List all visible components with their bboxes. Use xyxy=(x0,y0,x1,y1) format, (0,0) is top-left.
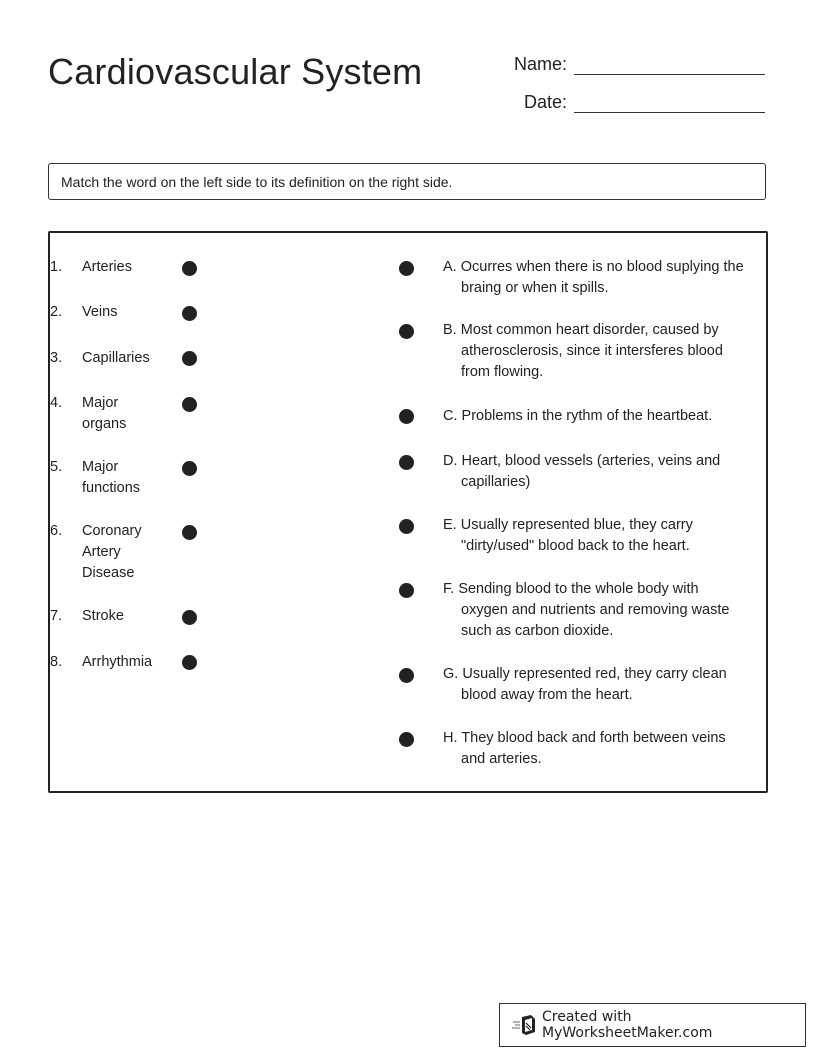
definition-match-dot[interactable] xyxy=(399,324,414,339)
definition-item: D. Heart, blood vessels (arteries, veins and capillaries) xyxy=(443,453,721,490)
definition-match-dot[interactable] xyxy=(399,732,414,747)
term-text: Coronary Artery Disease xyxy=(82,523,142,581)
term-item: 6. Coronary Artery Disease xyxy=(50,523,142,581)
definition-text: Problems in the rythm of the heartbeat. xyxy=(461,408,713,424)
definition-item: H. They blood back and forth between veins and arteries. xyxy=(443,730,726,767)
definition-match-dot[interactable] xyxy=(399,455,414,470)
page-title: Cardiovascular System xyxy=(48,51,423,92)
definition-item: G. Usually represented red, they carry clean blood away from the heart. xyxy=(443,666,727,703)
name-field xyxy=(514,52,765,75)
term-text: Capillaries xyxy=(82,350,150,366)
definition-text: Ocurres when there is no blood suplying the braing or when it spills. xyxy=(460,259,744,296)
term-match-dot[interactable] xyxy=(182,351,197,366)
term-match-dot[interactable] xyxy=(182,261,197,276)
name-blank-line xyxy=(574,52,765,75)
created-with-badge[interactable] xyxy=(499,1003,806,1047)
definition-item: C. Problems in the rythm of the heartbeat. xyxy=(443,408,713,424)
definition-text: Most common heart disorder, caused by atherosclerosis, since it intersferes blood from flowing. xyxy=(460,322,723,380)
definition-text: Usually represented red, they carry clean blood away from the heart. xyxy=(461,666,727,703)
definition-text: Sending blood to the whole body with oxygen and nutrients and removing waste such as carbon dioxide. xyxy=(458,581,730,639)
name-label: Name: xyxy=(514,54,568,74)
term-match-dot[interactable] xyxy=(182,610,197,625)
definition-item: E. Usually represented blue, they carry "dirty/used" blood back to the heart. xyxy=(443,517,693,554)
term-item: 3. Capillaries xyxy=(50,350,150,366)
term-match-dot[interactable] xyxy=(182,306,197,321)
instructions-box: Match the word on the left side to its definition on the right side. xyxy=(48,163,766,200)
definition-text: Heart, blood vessels (arteries, veins and capillaries) xyxy=(461,453,721,490)
term-match-dot[interactable] xyxy=(182,461,197,476)
term-match-dot[interactable] xyxy=(182,525,197,540)
definition-match-dot[interactable] xyxy=(399,409,414,424)
created-with-text: Created with MyWorksheetMaker.com xyxy=(542,1009,713,1041)
definition-item: F. Sending blood to the whole body with oxygen and nutrients and removing waste such as carbon dioxide. xyxy=(443,581,730,639)
definition-item: A. Ocurres when there is no blood suplying the braing or when it spills. xyxy=(443,259,744,296)
term-item: 4. Major organs xyxy=(50,395,127,432)
term-text: Major organs xyxy=(82,395,127,432)
term-item: 1. Arteries xyxy=(50,259,132,275)
definition-text: Usually represented blue, they carry "dirty/used" blood back to the heart. xyxy=(460,517,693,554)
term-match-dot[interactable] xyxy=(182,397,197,412)
definition-match-dot[interactable] xyxy=(399,668,414,683)
term-match-dot[interactable] xyxy=(182,655,197,670)
date-label: Date: xyxy=(524,92,568,112)
term-text: Major functions xyxy=(82,459,141,496)
date-field xyxy=(524,90,765,113)
term-text: Stroke xyxy=(82,608,124,624)
term-item: 8. Arrhythmia xyxy=(50,654,153,670)
date-blank-line xyxy=(574,90,765,113)
definition-match-dot[interactable] xyxy=(399,519,414,534)
definition-text: They blood back and forth between veins and arteries. xyxy=(461,730,726,767)
term-text: Arrhythmia xyxy=(82,654,153,670)
term-item: 7. Stroke xyxy=(50,608,124,624)
term-text: Veins xyxy=(82,304,118,320)
term-text: Arteries xyxy=(82,259,132,275)
definition-match-dot[interactable] xyxy=(399,261,414,276)
term-item: 2. Veins xyxy=(50,304,118,320)
definition-match-dot[interactable] xyxy=(399,583,414,598)
worksheet-logo-icon xyxy=(512,1014,536,1036)
definition-item: B. Most common heart disorder, caused by atherosclerosis, since it intersferes blood from flowing. xyxy=(443,322,723,380)
term-item: 5. Major functions xyxy=(50,459,141,496)
